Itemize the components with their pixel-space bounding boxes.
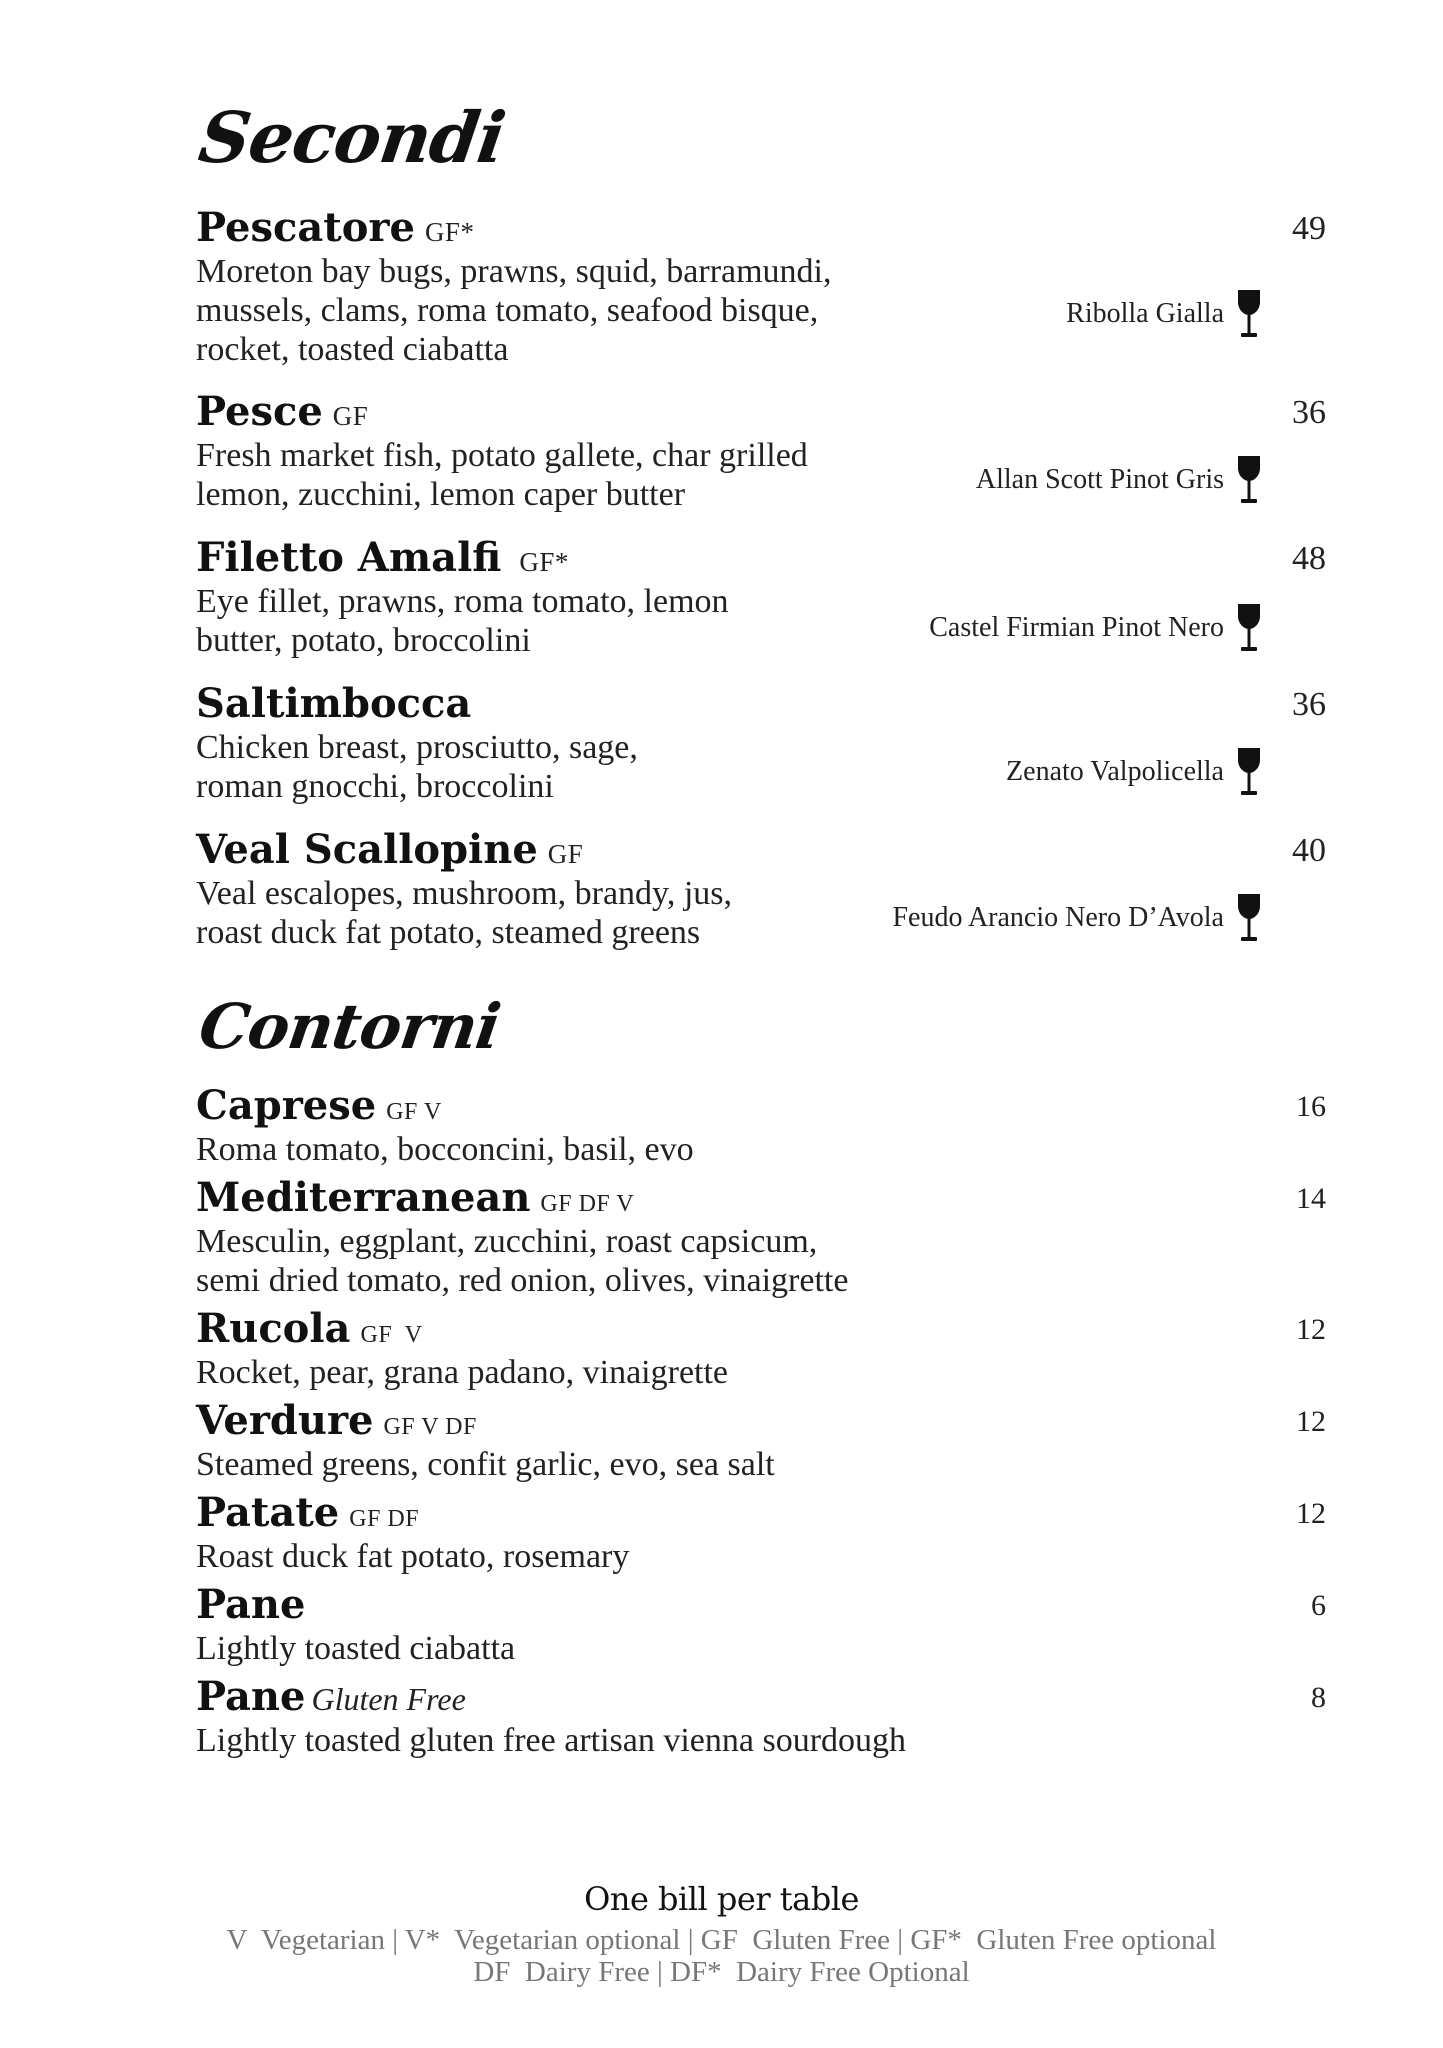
wine-pairing	[976, 454, 1262, 506]
dish-tag: GF DF	[349, 1506, 420, 1532]
dish-tag: GF DF V	[540, 1191, 635, 1217]
dish-description	[196, 1537, 1196, 1576]
description-line: Lightly toasted ciabatta	[196, 1630, 516, 1667]
wine-pairing	[1066, 288, 1262, 340]
dish-price: 12	[1296, 1405, 1326, 1438]
wine-name: Feudo Arancio Nero D’Avola	[892, 902, 1224, 933]
wine-glass-icon	[1236, 454, 1262, 506]
dish-description	[196, 1353, 1196, 1392]
dish-description	[196, 436, 956, 514]
dish-name: Mediterranean	[196, 1174, 531, 1221]
wine-glass-icon	[1236, 602, 1262, 654]
description-line: Steamed greens, confit garlic, evo, sea salt	[196, 1446, 775, 1483]
legend-line-1: V Vegetarian | V* Vegetarian optional | GF Gluten Free | GF* Gluten Free optional	[226, 1924, 1217, 1956]
description-line: Roma tomato, bocconcini, basil, evo	[196, 1131, 694, 1168]
dish-name: Filetto Amalfi	[196, 534, 502, 581]
description-line: lemon, zucchini, lemon caper butter	[196, 476, 686, 513]
side-caprese	[196, 1082, 1326, 1169]
dish-description	[196, 582, 956, 660]
dish-price: 36	[1292, 394, 1326, 431]
dish-tag: GF*	[424, 217, 475, 247]
dish-price: 36	[1292, 686, 1326, 723]
description-line: Lightly toasted gluten free artisan vienna sourdough	[196, 1722, 907, 1759]
dish-tag: GF*	[519, 547, 569, 577]
wine-name: Zenato Valpolicella	[1006, 756, 1224, 787]
dish-name: Pesce	[196, 388, 323, 435]
description-line: rocket, toasted ciabatta	[196, 331, 509, 368]
dish-description	[196, 1130, 1196, 1169]
dish-pesce	[196, 388, 1326, 514]
dish-description	[196, 1222, 1196, 1300]
dish-description	[196, 874, 956, 952]
dish-name: Pane	[196, 1673, 306, 1720]
wine-pairing	[929, 602, 1262, 654]
dish-description	[196, 252, 956, 369]
wine-pairing	[1006, 746, 1262, 798]
dish-price: 12	[1296, 1497, 1326, 1530]
dish-tag: GF V	[360, 1322, 423, 1348]
dish-price: 16	[1296, 1090, 1326, 1123]
description-line: roast duck fat potato, steamed greens	[196, 914, 701, 951]
description-line: Eye fillet, prawns, roma tomato, lemon	[196, 583, 729, 620]
dish-price: 49	[1292, 210, 1326, 247]
description-line: Fresh market fish, potato gallete, char grilled	[196, 437, 808, 474]
description-line: Moreton bay bugs, prawns, squid, barramundi,	[196, 253, 832, 290]
side-pane-gluten-free	[196, 1673, 1326, 1760]
dish-filetto-amalfi	[196, 534, 1326, 660]
dish-name: Pane	[196, 1581, 306, 1628]
dish-tag: Gluten Free	[311, 1681, 466, 1717]
dish-description	[196, 1629, 1196, 1668]
description-line: Rocket, pear, grana padano, vinaigrette	[196, 1354, 729, 1391]
section-title-secondi: Secondi	[194, 96, 510, 179]
dish-description	[196, 728, 956, 806]
dish-name: Patate	[196, 1489, 340, 1536]
dish-tag: GF	[547, 839, 584, 869]
dish-tag: GF V DF	[383, 1414, 477, 1440]
dish-name: Pescatore	[196, 204, 415, 251]
dish-price: 40	[1292, 832, 1326, 869]
side-verdure	[196, 1397, 1326, 1484]
dish-saltimbocca	[196, 680, 1326, 806]
dish-price: 48	[1292, 540, 1326, 577]
side-pane	[196, 1581, 1326, 1668]
footer-note: One bill per table	[584, 1880, 859, 1918]
wine-name: Allan Scott Pinot Gris	[975, 464, 1224, 495]
description-line: semi dried tomato, red onion, olives, vinaigrette	[196, 1262, 849, 1299]
dish-price: 8	[1311, 1681, 1326, 1714]
description-line: mussels, clams, roma tomato, seafood bisque,	[196, 292, 819, 329]
section-title-contorni: Contorni	[194, 990, 505, 1063]
dish-name: Caprese	[196, 1082, 377, 1129]
dish-veal-scallopine	[196, 826, 1326, 952]
dish-price: 6	[1311, 1589, 1326, 1622]
description-line: Veal escalopes, mushroom, brandy, jus,	[196, 875, 733, 912]
wine-pairing	[892, 892, 1262, 944]
dish-tag: GF	[332, 401, 369, 431]
side-rucola	[196, 1305, 1326, 1392]
dish-name: Veal Scallopine	[196, 826, 538, 873]
dish-description	[196, 1721, 1196, 1760]
dish-name: Saltimbocca	[196, 680, 472, 727]
dish-price: 12	[1296, 1313, 1326, 1346]
dish-price: 14	[1296, 1182, 1326, 1215]
description-line: butter, potato, broccolini	[196, 622, 531, 659]
dish-name: Rucola	[196, 1305, 351, 1352]
legend-line-2: DF Dairy Free | DF* Dairy Free Optional	[473, 1956, 970, 1988]
wine-glass-icon	[1236, 892, 1262, 944]
description-line: Mesculin, eggplant, zucchini, roast capsicum,	[196, 1223, 818, 1260]
description-line: Roast duck fat potato, rosemary	[196, 1538, 630, 1575]
wine-name: Ribolla Gialla	[1066, 298, 1224, 329]
wine-name: Castel Firmian Pinot Nero	[929, 612, 1224, 643]
wine-glass-icon	[1236, 288, 1262, 340]
wine-glass-icon	[1236, 746, 1262, 798]
description-line: roman gnocchi, broccolini	[196, 768, 554, 805]
dish-description	[196, 1445, 1196, 1484]
side-patate	[196, 1489, 1326, 1576]
dish-pescatore	[196, 204, 1326, 369]
dish-tag: GF V	[386, 1099, 442, 1125]
description-line: Chicken breast, prosciutto, sage,	[196, 729, 638, 766]
side-mediterranean	[196, 1174, 1326, 1300]
dish-name: Verdure	[196, 1397, 374, 1444]
